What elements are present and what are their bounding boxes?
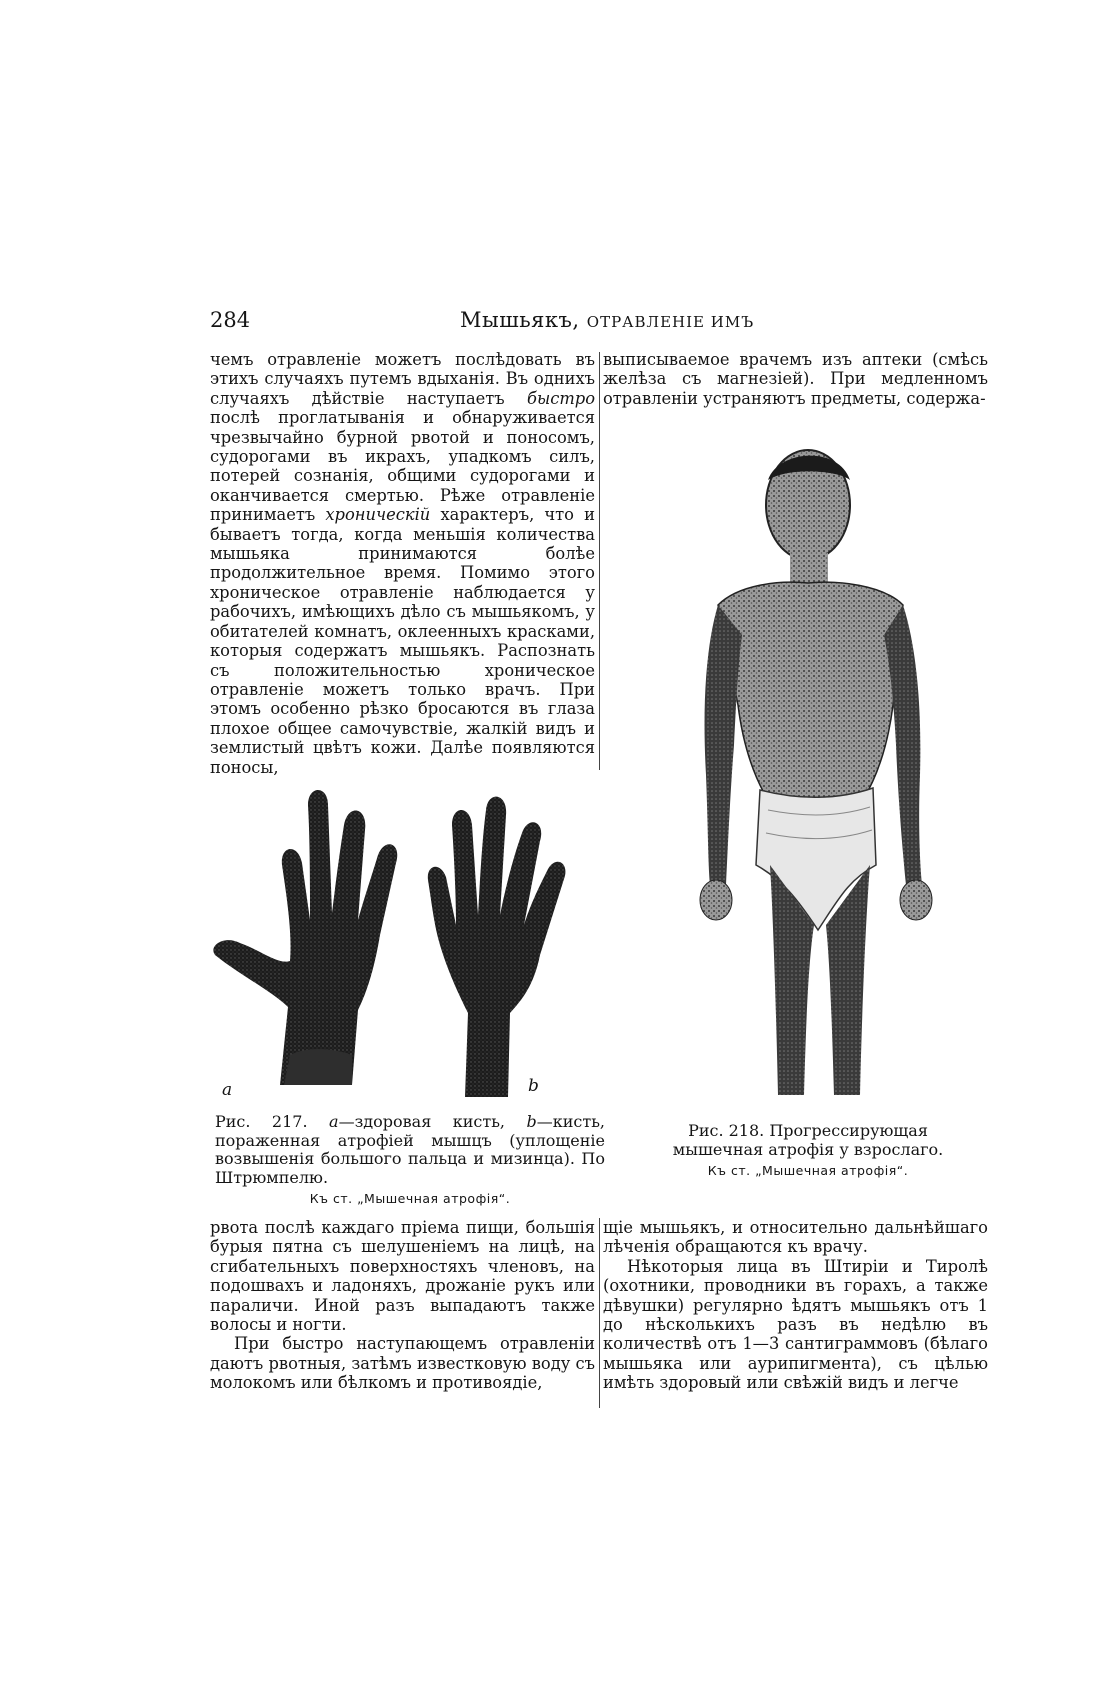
text-run: характеръ, что и бываетъ тогда, когда меньшія количества мышьяка принимаются болѣе продолжительное время. Помимо этого хроническое отравленіе наблюдается у рабочихъ, имѣющихъ дѣло съ мышьякомъ, у обитателей комнатъ, оклеенныхъ красками, которыя содержатъ мышьякъ. Распознать съ положительностью хроническое отравленіе можетъ только врачъ. При этомъ особенно рѣзко бросаются въ глаза плохое общее самочувствіе, жалкій видъ и землистый цвѣтъ кожи. Далѣе появляются поносы, <box>210 505 595 777</box>
caption-text: —здоровая кисть, <box>338 1112 527 1131</box>
running-head <box>460 308 754 332</box>
text-run: чемъ отравленіе можетъ послѣдовать въ этихъ случаяхъ путемъ вдыханія. Въ однихъ случаяхъ дѣйствіе наступаетъ <box>210 350 595 408</box>
figure-label-b: b <box>528 1076 539 1096</box>
caption-prefix: Рис. 217. <box>215 1112 330 1131</box>
healthy-hand <box>213 790 397 1085</box>
right-column-bottom <box>603 1218 988 1393</box>
page-header <box>210 308 990 338</box>
caption-text: —кисть, пораженная атрофіей мышцъ (уплощеніе возвышенія большого пальца и мизинца). По Штрюмпелю. <box>215 1112 605 1187</box>
column-divider <box>599 352 600 770</box>
paragraph: рвота послѣ каждаго пріема пищи, большія бурыя пятна съ шелушеніемъ на лицѣ, на сгибательныхъ поверхностяхъ членовъ, на подошвахъ и ладоняхъ, дрожаніе рукъ или параличи. Иной разъ выпадаютъ также волосы и ногти. <box>210 1218 595 1335</box>
hands-illustration <box>210 785 590 1105</box>
paragraph: Нѣкоторыя лица въ Штиріи и Тиролѣ (охотники, проводники въ горахъ, а также дѣвушки) регулярно ѣдятъ мышьякъ отъ 1 до нѣсколькихъ разъ въ недѣлю въ количествѣ отъ 1—3 сантиграммовъ (бѣлаго мышьяка или аурипигмента), съ цѣлью имѣть здоровый или свѣжій видъ и легче <box>603 1256 988 1393</box>
running-head-rest: ОТРАВЛЕНІЕ ИМЪ <box>586 313 755 331</box>
caption-letter-b: b <box>526 1112 537 1131</box>
column-divider <box>599 1218 600 1408</box>
atrophied-hand <box>428 797 566 1097</box>
left-column-top <box>210 350 595 777</box>
right-column-top <box>603 350 988 408</box>
caption-text: Рис. 218. Прогрессирующая мышечная атрофія у взрослаго. <box>672 1121 944 1159</box>
figure-label-a: a <box>222 1080 233 1100</box>
atrophy-man-illustration <box>698 445 938 1105</box>
paragraph: При быстро наступающемъ отравленіи даютъ рвотныя, затѣмъ известковую воду съ молокомъ или бѣлкомъ и противоядіе, <box>210 1334 595 1393</box>
caption-reference: Къ ст. „Мышечная атрофія“. <box>707 1163 909 1178</box>
paragraph: выписываемое врачемъ изъ аптеки (смѣсь желѣза съ магнезіей). При медленномъ отравленіи устраняютъ предметы, содержа- <box>603 350 988 408</box>
running-head-main: Мышьякъ, <box>460 308 580 332</box>
page-number: 284 <box>210 308 251 332</box>
caption-letter-a: a <box>329 1112 339 1131</box>
figure-217-caption <box>215 1113 605 1209</box>
left-column-bottom <box>210 1218 595 1393</box>
text-run: послѣ проглатыванія и обнаруживается чрезвычайно бурной рвотой и поносомъ, судорогами въ икрахъ, упадкомъ силъ, потерей сознанія, общими судорогами и оканчивается смертью. Рѣже отравленіе принимаетъ <box>210 408 595 525</box>
paragraph <box>210 350 595 777</box>
italic-term: быстро <box>527 388 595 408</box>
caption-reference: Къ ст. „Мышечная атрофія“. <box>309 1191 511 1206</box>
figure-218-man <box>698 445 938 1105</box>
paragraph: щіе мышьякъ, и относительно дальнѣйшаго лѣченія обращаются къ врачу. <box>603 1218 988 1257</box>
italic-term: хроническій <box>325 505 431 525</box>
figure-218-caption <box>648 1122 968 1181</box>
figure-217-hands <box>210 785 590 1105</box>
